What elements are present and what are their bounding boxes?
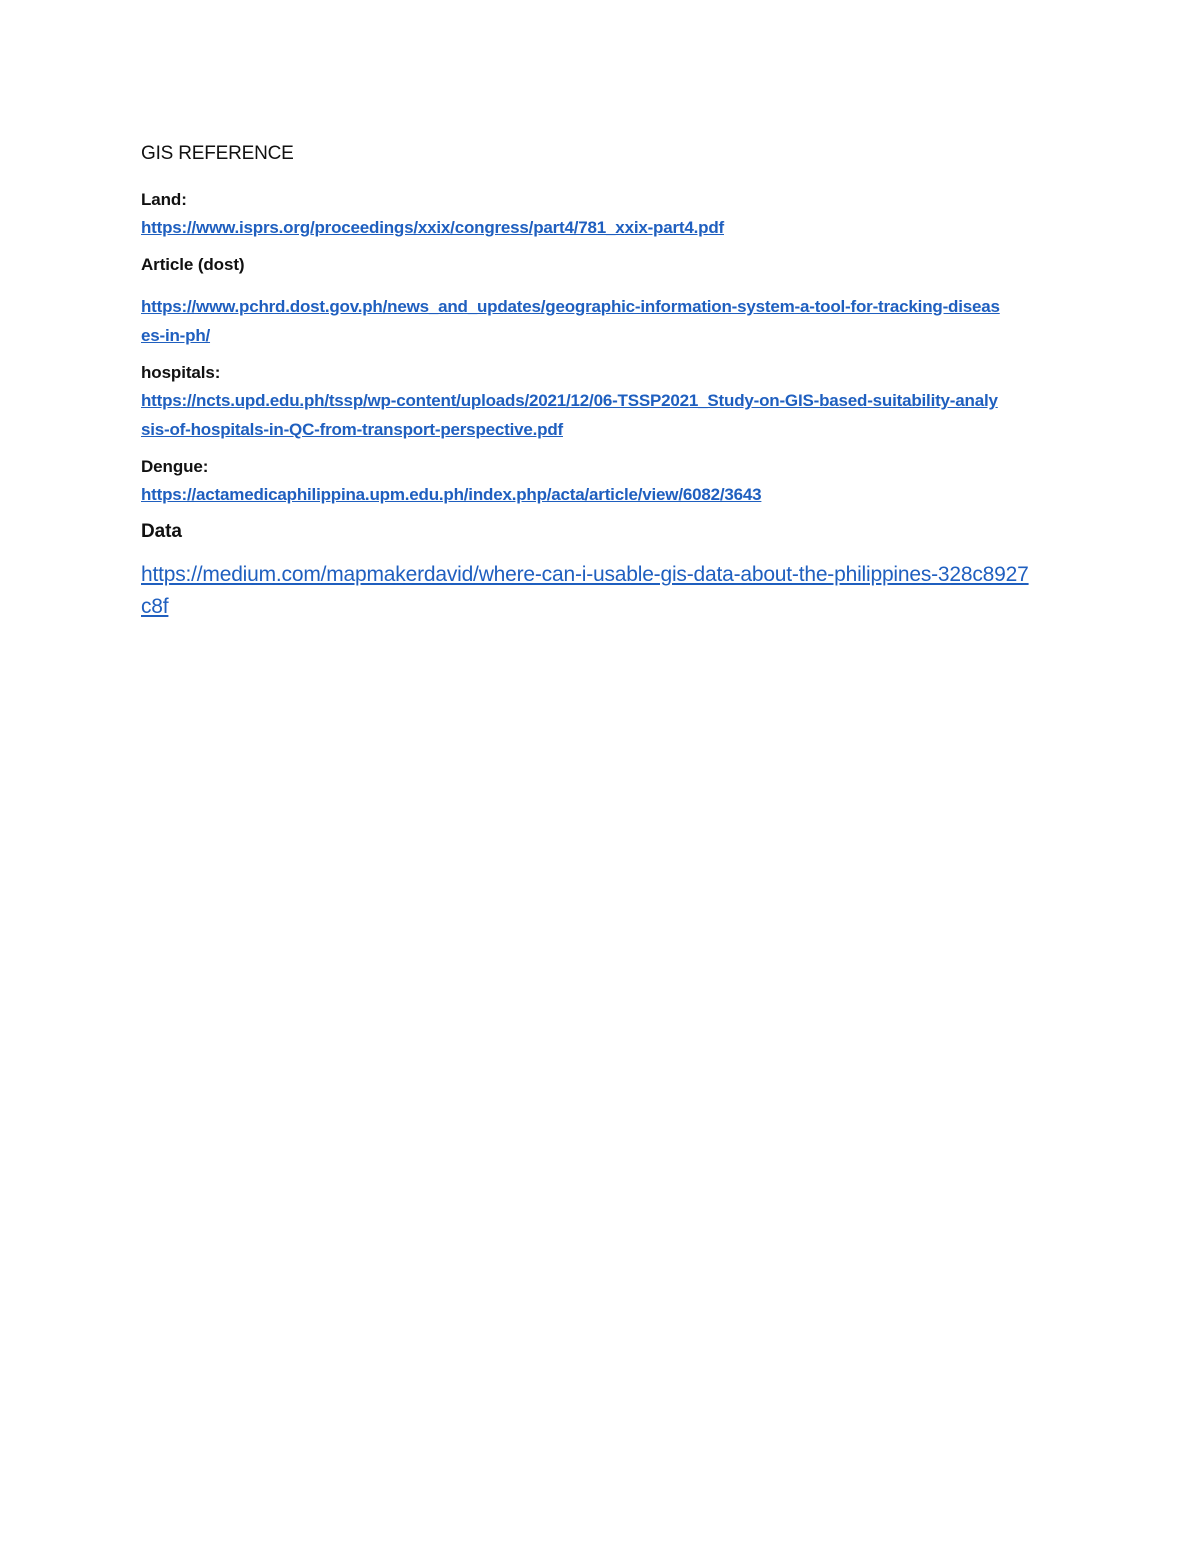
link-data[interactable]: https://medium.com/mapmakerdavid/where-can-i-usable-gis-data-about-the-philippines-328c8927c8f xyxy=(141,563,1029,618)
section-label-land: Land: xyxy=(141,190,187,209)
section-label-dengue: Dengue: xyxy=(141,457,209,476)
link-land[interactable]: https://www.isprs.org/proceedings/xxix/congress/part4/781_xxix-part4.pdf xyxy=(141,218,724,237)
document-body xyxy=(141,143,1041,623)
section-label-article: Article (dost) xyxy=(141,255,245,274)
link-dengue[interactable]: https://actamedicaphilippina.upm.edu.ph/index.php/acta/article/view/6082/3643 xyxy=(141,485,762,504)
section-label-hospitals: hospitals: xyxy=(141,363,221,382)
document-title: GIS REFERENCE xyxy=(141,143,294,164)
link-hospitals[interactable]: https://ncts.upd.edu.ph/tssp/wp-content/uploads/2021/12/06-TSSP2021_Study-on-GIS-based-suitability-analysis-of-hospitals-in-QC-from-transport-perspective.pdf xyxy=(141,391,998,439)
section-label-data: Data xyxy=(141,521,182,542)
link-article[interactable]: https://www.pchrd.dost.gov.ph/news_and_updates/geographic-information-system-a-tool-for-tracking-diseases-in-ph/ xyxy=(141,297,1000,345)
